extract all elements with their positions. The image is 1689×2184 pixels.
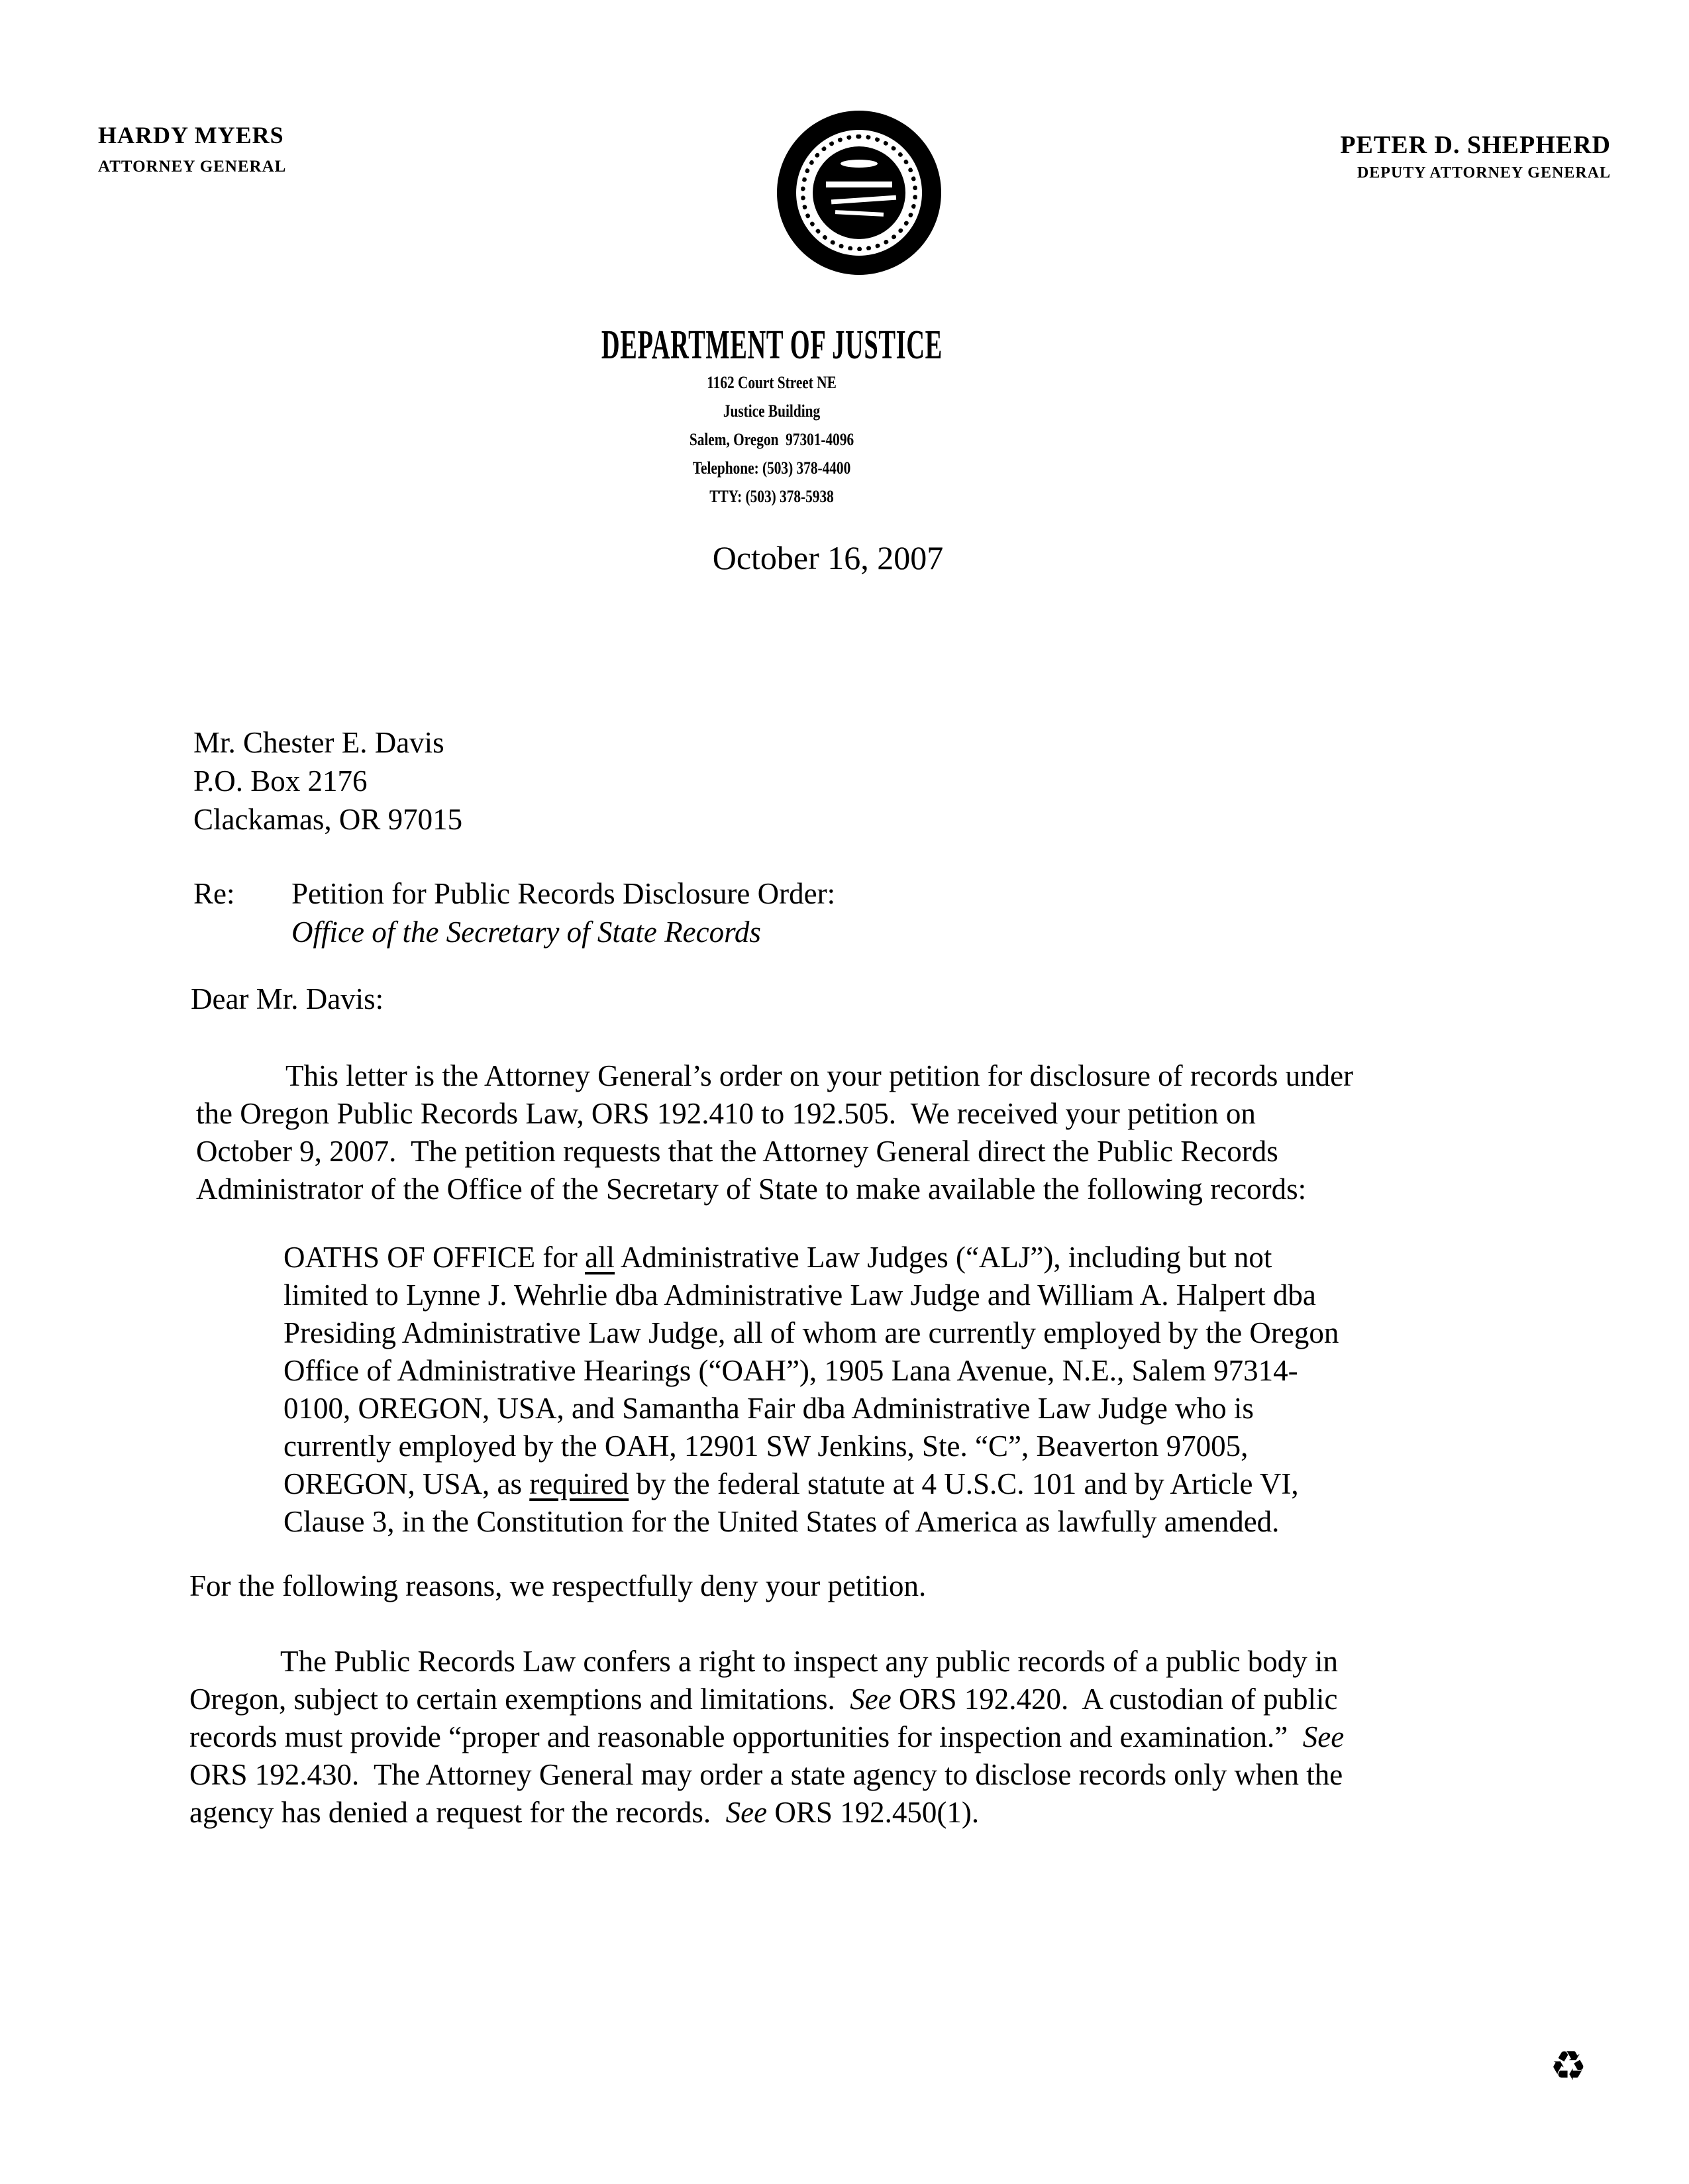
text-segment: Administrative Law Judges (“ALJ”), including but not bbox=[615, 1241, 1272, 1274]
text-segment: ORS 192.420. A custodian of public bbox=[891, 1683, 1338, 1716]
text-segment: TTY: (503) 378-5938 bbox=[709, 487, 834, 506]
text-segment: See bbox=[725, 1796, 768, 1829]
text-line bbox=[283, 1503, 1339, 1541]
text-line bbox=[196, 1170, 1353, 1208]
text-segment: agency has denied a request for the records. bbox=[189, 1796, 726, 1829]
text-segment: currently employed by the OAH, 12901 SW Jenkins, Ste. “C”, Beaverton 97005, bbox=[283, 1430, 1249, 1463]
text-segment: Clackamas, OR 97015 bbox=[193, 803, 463, 836]
re-subject-block bbox=[193, 874, 835, 951]
text-line bbox=[196, 1057, 1353, 1095]
text-segment: all bbox=[585, 1241, 615, 1274]
records-request-block-quote bbox=[283, 1239, 1339, 1541]
text-segment: This letter is the Attorney General’s order on your petition for disclosure of records under bbox=[285, 1059, 1354, 1092]
text-line bbox=[189, 1794, 1344, 1832]
text-line bbox=[283, 1314, 1339, 1352]
deputy-attorney-general-name: PETER D. SHEPHERD bbox=[1340, 131, 1611, 159]
text-line bbox=[196, 1133, 1353, 1170]
text-line bbox=[193, 762, 462, 800]
text-segment: by the federal statute at 4 U.S.C. 101 and by Article VI, bbox=[629, 1467, 1299, 1500]
paragraph-2 bbox=[189, 1643, 1344, 1832]
attorney-general-name: HARDY MYERS bbox=[98, 122, 284, 148]
text-line bbox=[283, 1352, 1339, 1390]
deputy-attorney-general-title: DEPUTY ATTORNEY GENERAL bbox=[1356, 164, 1611, 182]
text-segment: ORS 192.430. The Attorney General may order a state agency to disclose records only when the bbox=[189, 1758, 1343, 1791]
deputy-attorney-general-block bbox=[1340, 130, 1611, 182]
text-segment: 0100, OREGON, USA, and Samantha Fair dba Administrative Law Judge who is bbox=[283, 1392, 1254, 1425]
text-line bbox=[283, 1276, 1339, 1314]
seal-emblem bbox=[813, 146, 905, 239]
letterhead-address-block bbox=[464, 368, 1080, 511]
text-segment: Salem, Oregon 97301-4096 bbox=[689, 430, 854, 449]
text-segment: Justice Building bbox=[723, 401, 821, 421]
text-line bbox=[193, 800, 462, 839]
text-line bbox=[189, 1643, 1344, 1681]
text-line bbox=[283, 1239, 1339, 1276]
denial-sentence: For the following reasons, we respectfully deny your petition. bbox=[189, 1569, 927, 1602]
text-line bbox=[283, 1390, 1339, 1428]
letter-date: October 16, 2007 bbox=[712, 539, 944, 576]
text-line bbox=[283, 1465, 1339, 1503]
text-line bbox=[519, 397, 1025, 425]
text-segment: the Oregon Public Records Law, ORS 192.410 to 192.505. We received your petition on bbox=[196, 1097, 1256, 1130]
attorney-general-block bbox=[98, 121, 286, 176]
text-segment: See bbox=[850, 1683, 892, 1716]
recipient-address-block bbox=[193, 723, 462, 839]
re-label: Re: bbox=[193, 877, 235, 910]
text-line bbox=[283, 1428, 1339, 1465]
oregon-state-seal-icon bbox=[777, 111, 941, 275]
text-line bbox=[189, 1756, 1344, 1794]
re-subject-italic-line: Office of the Secretary of State Records bbox=[291, 915, 761, 949]
text-line bbox=[189, 1681, 1344, 1718]
text-segment: OREGON, USA, as bbox=[283, 1467, 530, 1500]
text-line bbox=[519, 368, 1025, 397]
attorney-general-title: ATTORNEY GENERAL bbox=[98, 158, 287, 176]
text-segment: ORS 192.450(1). bbox=[767, 1796, 980, 1829]
text-segment: Clause 3, in the Constitution for the United States of America as lawfully amended. bbox=[283, 1505, 1280, 1538]
text-segment: See bbox=[1302, 1720, 1345, 1753]
text-segment: Office of Administrative Hearings (“OAH”), 1905 Lana Avenue, N.E., Salem 97314- bbox=[283, 1354, 1298, 1387]
text-segment: P.O. Box 2176 bbox=[193, 764, 368, 798]
text-segment: Presiding Administrative Law Judge, all of whom are currently employed by the Oregon bbox=[283, 1316, 1339, 1349]
text-segment: required bbox=[529, 1467, 629, 1500]
paragraph-1 bbox=[196, 1057, 1353, 1208]
recycle-icon: ♻ bbox=[1550, 2042, 1587, 2090]
text-line bbox=[196, 1095, 1353, 1133]
text-line bbox=[519, 454, 1025, 482]
text-segment: OATHS OF OFFICE for bbox=[283, 1241, 586, 1274]
text-segment: records must provide “proper and reasonable opportunities for inspection and examination.” bbox=[189, 1720, 1303, 1753]
text-segment: limited to Lynne J. Wehrlie dba Administrative Law Judge and William A. Halpert dba bbox=[283, 1278, 1316, 1312]
text-segment: Administrator of the Office of the Secretary of State to make available the following records: bbox=[196, 1172, 1307, 1206]
text-line bbox=[193, 723, 462, 762]
text-segment: 1162 Court Street NE bbox=[707, 373, 837, 392]
text-segment: Oregon, subject to certain exemptions and limitations. bbox=[189, 1683, 850, 1716]
re-subject-line: Petition for Public Records Disclosure Order: bbox=[291, 877, 836, 910]
text-line bbox=[519, 482, 1025, 511]
text-segment: October 9, 2007. The petition requests that the Attorney General direct the Public Records bbox=[196, 1135, 1278, 1168]
text-segment: The Public Records Law confers a right to inspect any public records of a public body in bbox=[280, 1645, 1339, 1678]
salutation: Dear Mr. Davis: bbox=[191, 982, 384, 1015]
text-segment: Mr. Chester E. Davis bbox=[193, 726, 444, 759]
department-title: DEPARTMENT OF JUSTICE bbox=[601, 323, 943, 368]
text-line bbox=[189, 1718, 1344, 1756]
text-segment: Telephone: (503) 378-4400 bbox=[692, 458, 851, 478]
text-line bbox=[519, 425, 1025, 454]
